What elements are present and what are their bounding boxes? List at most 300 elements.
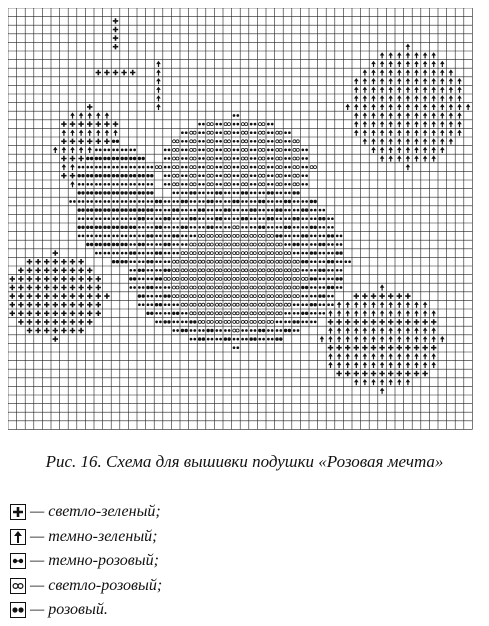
infinity-stitch [224,140,230,143]
arrow-stitch [363,310,368,316]
infinity-stitch [276,312,282,315]
infinity-stitch [190,183,196,186]
double-dot-stitch [293,226,300,229]
double-dot-stitch [172,303,179,306]
double-dot-stitch [267,338,274,341]
arrow-stitch [388,52,393,58]
arrow-stitch [380,69,385,75]
double-dot-stitch [344,260,351,263]
double-dot-stitch [258,192,264,195]
double-dot-stitch [155,295,162,298]
double-dot-stitch [129,269,136,272]
double-dot-stitch [301,183,308,186]
double-dot-stitch [198,183,205,186]
infinity-stitch [198,320,204,323]
infinity-stitch [241,166,247,169]
plus-stitch [10,311,15,316]
arrow-stitch [440,78,445,84]
infinity-stitch [250,269,256,272]
plus-stitch [27,259,32,264]
arrow-stitch [431,104,436,110]
double-dot-stitch [284,183,291,186]
plus-stitch [44,268,49,273]
double-dot-stitch [164,260,171,263]
double-dot-stitch [250,174,257,177]
arrow-stitch [363,138,368,144]
arrow-stitch [371,147,376,153]
plus-stitch [35,328,40,333]
arrow-stitch [423,52,428,58]
double-dot-stitch [104,166,111,169]
double-dot-stitch [267,200,274,203]
arrow-stitch [414,87,419,93]
plus-stitch [87,104,92,109]
double-dot-stitch [112,183,119,186]
double-dot-stitch [147,226,154,229]
double-dot-stitch [95,183,102,186]
double-dot-icon [10,553,26,569]
big-dots-stitch [95,191,102,194]
arrow-stitch [431,362,436,368]
arrow-stitch [440,147,445,153]
arrow-stitch [345,362,350,368]
arrow-stitch [354,121,359,127]
big-dots-stitch [293,191,300,194]
infinity-stitch [259,243,265,246]
plus-stitch [104,70,109,75]
double-dot-stitch [241,329,248,332]
arrow-stitch [449,69,454,75]
double-dot-stitch [190,338,197,341]
arrow-stitch [431,310,436,316]
plus-stitch [371,319,376,324]
arrow-stitch [414,69,419,75]
arrow-stitch [371,138,376,144]
arrow-stitch [363,362,368,368]
double-dot-stitch [129,217,136,220]
double-dot-stitch [78,200,85,203]
arrow-stitch [337,362,342,368]
arrow-stitch [105,112,110,118]
big-dots-stitch [155,226,162,229]
big-dots-stitch [327,260,334,263]
big-dots-stitch [293,243,300,246]
infinity-stitch [233,226,239,229]
double-dot-stitch [267,149,274,152]
double-dot-stitch [310,295,317,298]
arrow-stitch [397,310,402,316]
plus-stitch [53,268,58,273]
big-dots-stitch [301,312,308,315]
double-dot-stitch [310,286,317,289]
plus-stitch [35,285,40,290]
plus-stitch [61,121,66,126]
double-dot-stitch [104,235,111,238]
arrow-stitch [62,164,67,170]
double-dot-stitch [181,312,188,315]
plus-stitch [18,285,23,290]
infinity-stitch [293,286,299,289]
double-dot-stitch [215,200,222,203]
double-dot-stitch [129,166,136,169]
double-dot-stitch [233,114,240,117]
plus-stitch [113,27,118,32]
double-dot-stitch [215,329,222,332]
double-dot-stitch [284,321,291,324]
big-dots-stitch [284,200,291,203]
arrow-stitch [363,327,368,333]
plus-stitch [87,276,92,281]
arrow-stitch [414,95,419,101]
arrow-stitch [440,336,445,342]
arrow-stitch [406,87,411,93]
big-dots-stitch [301,208,308,211]
arrow-stitch [371,104,376,110]
double-dot-stitch [310,321,317,324]
arrow-stitch [380,87,385,93]
arrow-stitch [457,104,462,110]
arrow-stitch [406,147,411,153]
infinity-stitch [216,269,222,272]
infinity-stitch [241,183,247,186]
double-dot-stitch [69,200,76,203]
double-dot-stitch [310,209,317,212]
infinity-stitch [224,243,230,246]
infinity-stitch [224,234,230,237]
plus-stitch [130,70,135,75]
double-dot-stitch [181,174,188,177]
big-dots-stitch [164,320,171,323]
plus-stitch [371,345,376,350]
infinity-stitch [233,269,239,272]
double-dot-stitch [172,321,179,324]
arrow-stitch [363,353,368,359]
plus-stitch [70,139,75,144]
arrow-stitch [440,61,445,67]
double-dot-stitch [224,217,231,220]
arrow-stitch [431,138,436,144]
plus-stitch [113,70,118,75]
big-dots-stitch [318,217,325,220]
arrow-stitch [380,52,385,58]
infinity-stitch [276,269,282,272]
plus-stitch [362,345,367,350]
arrow-stitch [423,104,428,110]
arrow-stitch [440,69,445,75]
infinity-stitch [173,286,179,289]
infinity-stitch [276,277,282,280]
big-dots-stitch [95,208,102,211]
plus-stitch [44,302,49,307]
plus-stitch [44,276,49,281]
arrow-stitch [337,336,342,342]
infinity-stitch [190,243,196,246]
double-dot-stitch [147,303,154,306]
plus-stitch [18,302,23,307]
infinity-stitch [259,312,265,315]
arrow-stitch [363,87,368,93]
plus-stitch [27,268,32,273]
infinity-stitch [276,140,282,143]
plus-stitch [397,345,402,350]
arrow-stitch [371,69,376,75]
big-dots-stitch [164,217,171,220]
arrow-stitch [380,302,385,308]
double-dot-stitch [284,217,291,220]
infinity-stitch [233,295,239,298]
arrow-stitch [380,362,385,368]
double-dot-stitch [190,209,197,212]
double-dot-stitch [121,235,128,238]
arrow-stitch [345,336,350,342]
big-dots-stitch [103,174,110,177]
plus-stitch [113,44,118,49]
plus-stitch [35,268,40,273]
arrow-stitch [406,302,411,308]
big-dots-stitch [301,234,308,237]
double-dot-stitch [215,166,222,169]
infinity-stitch [241,148,247,151]
plus-stitch [96,311,101,316]
double-dot-stitch [147,295,154,298]
infinity-stitch [224,174,230,177]
infinity-stitch [190,174,196,177]
arrow-stitch [406,155,411,161]
infinity-stitch [267,269,273,272]
big-dots-stitch [215,217,222,220]
big-dots-stitch [258,200,265,203]
arrow-stitch [380,95,385,101]
plus-stitch [405,345,410,350]
plus-stitch [388,371,393,376]
plus-stitch [388,345,393,350]
double-dot-stitch [129,200,136,203]
arrow-stitch [371,310,376,316]
infinity-stitch [284,295,290,298]
arrow-stitch [70,130,75,136]
big-dots-stitch [121,243,128,246]
infinity-stitch [241,140,247,143]
infinity-stitch [198,277,204,280]
infinity-stitch [224,312,230,315]
arrow-stitch [449,87,454,93]
double-dot-stitch [284,157,291,160]
big-dots-stitch [258,329,265,332]
double-dot-stitch [241,200,248,203]
double-dot-stitch [233,346,240,349]
arrow-stitch [380,155,385,161]
arrow-stitch [371,302,376,308]
infinity-stitch [198,234,204,237]
double-dot-stitch [327,303,334,306]
infinity-stitch [250,243,256,246]
infinity-stitch [250,312,256,315]
plus-stitch [70,268,75,273]
double-dot-stitch [267,174,274,177]
double-dot-stitch [336,235,343,238]
arrow-stitch [388,362,393,368]
big-dots-stitch [250,337,257,340]
double-dot-stitch [155,321,162,324]
arrow-stitch [397,336,402,342]
plus-stitch [371,371,376,376]
double-dot-stitch [267,123,274,126]
infinity-stitch [207,303,213,306]
big-dots-stitch [310,200,317,203]
double-dot-stitch [336,260,343,263]
plus-stitch [18,311,23,316]
big-dots-stitch [336,277,343,280]
double-dot-stitch [301,226,308,229]
arrow-stitch [406,362,411,368]
arrow-stitch [423,87,428,93]
plus-stitch [44,293,49,298]
double-dot-stitch [155,269,162,272]
infinity-stitch [276,157,282,160]
infinity-stitch [216,312,222,315]
arrow-stitch [449,121,454,127]
arrow-stitch [380,379,385,385]
infinity-stitch [216,234,222,237]
double-dot-stitch [301,295,308,298]
big-dots-stitch [207,329,214,332]
big-dots-stitch [258,226,265,229]
infinity-stitch [267,243,273,246]
plus-stitch [27,293,32,298]
infinity-stitch [259,123,265,126]
plus-stitch [414,319,419,324]
double-dot-stitch [112,217,119,220]
arrow-stitch [414,336,419,342]
arrow-stitch [449,78,454,84]
double-dot-stitch [181,140,188,143]
big-dots-stitch [78,174,85,177]
arrow-stitch [388,61,393,67]
double-dot-stitch [207,209,214,212]
plus-stitch [362,371,367,376]
plus-stitch [35,302,40,307]
arrow-stitch [388,95,393,101]
double-dot-stitch [147,252,154,255]
arrow-stitch [363,104,368,110]
arrow-stitch [87,147,92,153]
double-dot-stitch [138,235,145,238]
double-dot-stitch [267,209,274,212]
plus-stitch [336,371,341,376]
double-dot-stitch [112,200,119,203]
infinity-stitch [207,260,213,263]
arrow-stitch [431,87,436,93]
double-dot-stitch [190,235,197,238]
infinity-stitch [233,303,239,306]
plus-stitch [78,139,83,144]
double-dot-stitch [258,209,264,212]
arrow-stitch [371,336,376,342]
double-dot-stitch [258,217,264,220]
infinity-stitch [233,286,239,289]
double-dot-stitch [164,312,171,315]
arrow-stitch [397,327,402,333]
double-dot-stitch [129,260,136,263]
double-dot-stitch [250,157,257,160]
infinity-stitch [276,148,282,151]
arrow-stitch [354,379,359,385]
plus-stitch [96,276,101,281]
infinity-stitch [233,243,239,246]
infinity-stitch [267,295,273,298]
big-dots-stitch [103,191,110,194]
plus-stitch [422,345,427,350]
plus-stitch [27,302,32,307]
arrow-stitch [414,78,419,84]
double-dot-stitch [104,252,111,255]
plus-stitch [70,121,75,126]
infinity-stitch [233,277,239,280]
arrow-stitch [380,336,385,342]
plus-stitch [70,293,75,298]
plus-stitch [78,293,83,298]
big-dots-stitch [267,217,274,220]
infinity-stitch [276,303,282,306]
double-dot-stitch [215,226,222,229]
arrow-stitch [406,52,411,58]
arrow-stitch [414,147,419,153]
infinity-stitch [198,286,204,289]
infinity-stitch [224,157,230,160]
plus-stitch [44,259,49,264]
infinity-stitch [207,320,213,323]
arrow-stitch [457,130,462,136]
big-dots-stitch [146,174,153,177]
plus-stitch [70,156,75,161]
double-dot-stitch [129,243,136,246]
double-dot-stitch [250,200,257,203]
big-dots-stitch [103,157,110,160]
plus-stitch [27,328,32,333]
plus-stitch [53,285,58,290]
infinity-stitch [224,252,230,255]
infinity-stitch [216,286,222,289]
infinity-stitch [284,286,290,289]
big-dots-stitch [95,243,102,246]
infinity-stitch [259,140,265,143]
double-dot-stitch [95,166,102,169]
plus-stitch [96,139,101,144]
arrow-stitch [431,78,436,84]
plus-stitch [18,319,23,324]
infinity-stitch [216,243,222,246]
double-dot-stitch [164,252,171,255]
plus-stitch [61,276,66,281]
double-dot-stitch [327,252,334,255]
double-dot-stitch [327,295,334,298]
double-dot-stitch [301,200,308,203]
plus-stitch [44,319,49,324]
double-dot-stitch [181,131,188,134]
plus-stitch [61,311,66,316]
double-dot-stitch [215,140,222,143]
plus-stitch [61,328,66,333]
double-dot-stitch [224,329,231,332]
infinity-stitch [198,260,204,263]
infinity-stitch [207,312,213,315]
infinity-stitch [267,303,273,306]
arrow-stitch [156,95,161,101]
plus-stitch [78,156,83,161]
double-dot-stitch [164,286,171,289]
infinity-stitch [293,157,299,160]
plus-stitch [78,285,83,290]
